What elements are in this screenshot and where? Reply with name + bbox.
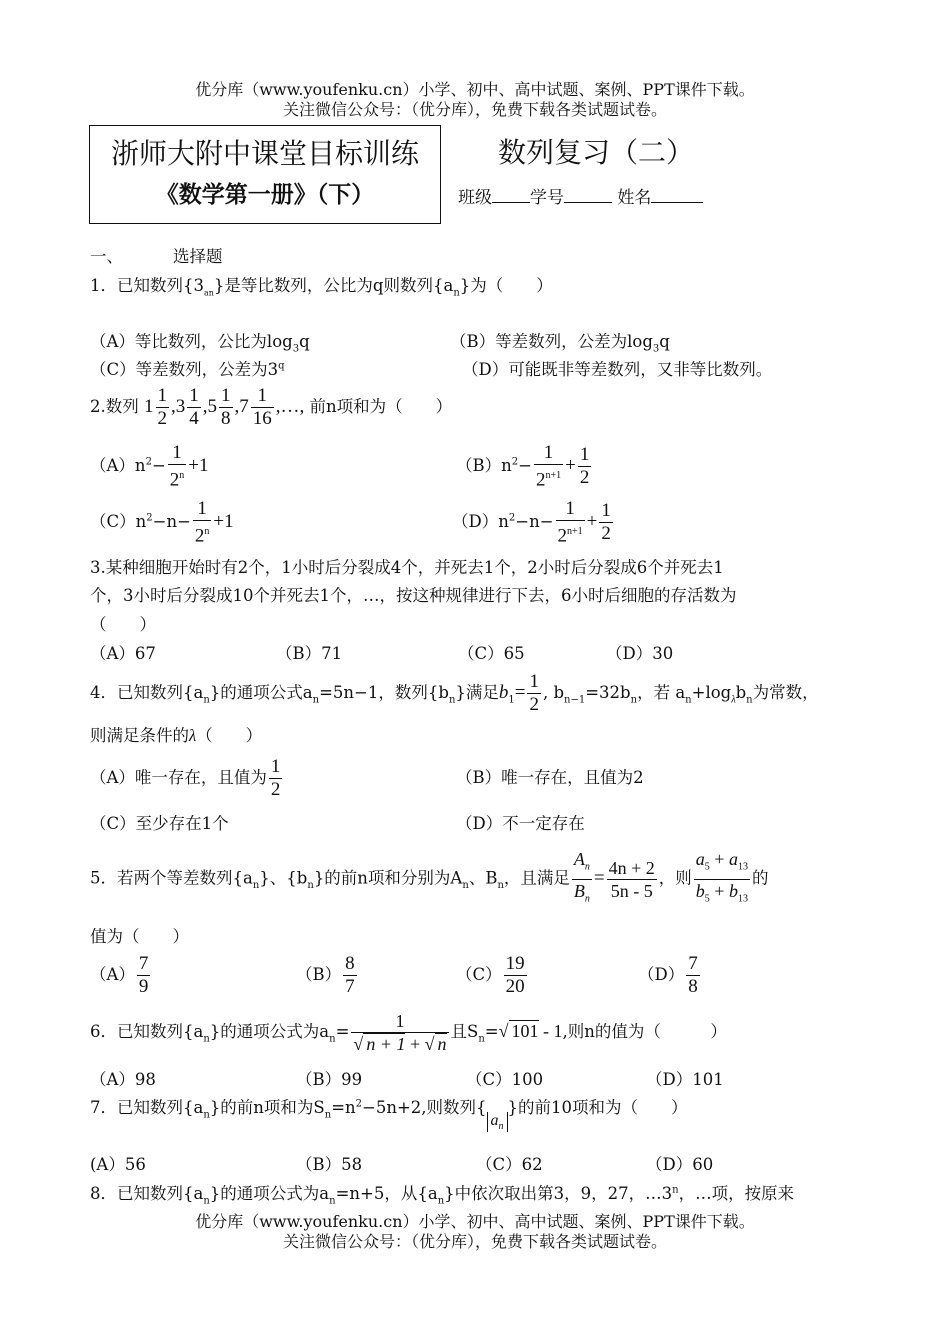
footer-line-2: 关注微信公众号：（优分库），免费下载各类试题试卷。 [282,1232,667,1251]
question-4: 4．已知数列$\{a_n\}$的通项公式$a_n=5n-1$，数列$\{b_n\}$满足$b_1=$ $\frac{1}{2}$ , $b_{n-1}=32b_n$，若 $a_n+\log_\lambda b_n$为常数， [90,671,819,715]
q6-option-d[interactable]: （D）101 [646,1070,724,1089]
q5-option-a[interactable]: （A） $\frac{7}{9}$ [90,953,149,997]
question-4-line-2: 则满足条件的λ（ ） [90,726,263,745]
frac-1-2: $\frac{1}{2}$ [157,385,167,429]
id-label: 学号 [530,188,564,208]
q2-option-b[interactable]: $(B)n^2-$ $\frac{1}{2^{n+1}}$ + $\frac{1}{2}$ [456,442,590,491]
id-blank[interactable] [564,187,612,203]
question-6: 6．已知数列$\{a_n\}$的通项公式为$a_n=$ $\frac{1}{√ n + 1 + √ n}$ 且$S_n=√$ 101 - 1,则n的值为（ ） [90,1011,727,1054]
class-blank[interactable] [492,187,530,203]
q4-option-d[interactable]: （D）不一定存在 [456,814,585,833]
question-3-line-3: （ ） [90,615,156,634]
section-number: 一、 [90,247,123,266]
q5-option-b[interactable]: （B） $\frac{8}{7}$ [296,953,355,997]
q3-option-c[interactable]: （C）65 [458,644,525,663]
q6-option-a[interactable]: （A）98 [90,1070,156,1089]
q7-option-b[interactable]: （B）58 [296,1155,363,1174]
q1-option-d[interactable]: （D）可能既非等差数列，又非等比数列。 [462,360,773,379]
question-3-line-2: 个，3小时后分裂成10个并死去1个，…，按这种规律进行下去，6小时后细胞的存活数为 [90,586,737,605]
question-5-line-2: 值为（ ） [90,927,189,946]
q3-option-d[interactable]: （D）30 [606,644,674,663]
q7-option-d[interactable]: （D）60 [646,1155,714,1174]
q5-option-c[interactable]: （C） $\frac{19}{20}$ [456,953,525,997]
frac-1-8: $\frac{1}{8}$ [221,385,231,429]
q3-option-b[interactable]: （B）71 [276,644,343,663]
name-label: 姓名 [617,188,652,208]
page-title: 数列复习（二） [498,136,695,169]
q2-option-d[interactable]: $(D)n^2-n-$ $\frac{1}{2^{n+1}}$ + $\frac{1}{2}$ [452,498,611,547]
q2-option-c[interactable]: $(C)n^2-n-$ $\frac{1}{2^n}$ +1 [90,498,234,547]
question-7: 7．已知数列$\{a_n\}$的前n项和为$S_n=n^2-5n+2$,则数列$\{a_n\}$的前10项和为（ ） [90,1098,688,1133]
school-title: 浙师大附中课堂目标训练 [110,137,419,170]
q2-option-a[interactable]: $(A)n^2-$ $\frac{1}{2^n}$ +1 [90,442,209,491]
q1-option-b[interactable]: （B）等差数列，公差为$\log_3q$ [450,332,670,355]
book-title: 《数学第一册》（下） [155,182,375,208]
q5-option-d[interactable]: （D） $\frac{7}{8}$ [638,953,698,997]
frac-1-4: $\frac{1}{4}$ [189,385,199,429]
q4-option-a[interactable]: （A）唯一存在，且值为 $\frac{1}{2}$ [90,756,281,800]
course-title-box [89,125,441,224]
q1-option-a[interactable]: （A）等比数列，公比为$\log_3q$ [90,332,310,355]
question-1: 1．已知数列$\{3_{an}\}$是等比数列，公比为q则数列$\{a_n\}$为（ ） [90,276,553,299]
q6-option-c[interactable]: （C）100 [466,1070,544,1089]
header-line-2: 关注微信公众号：（优分库），免费下载各类试题试卷。 [282,100,667,119]
header-line-1: 优分库（www.youfenku.cn）小学、初中、高中试题、案例、PPT课件下载。 [195,80,755,99]
question-8: 8．已知数列$\{a_n\}$的通项公式为$a_n=n+5$，从$\{a_n\}$中依次取出第3，9，27，…3$^n$，…项，按原来 [90,1184,795,1207]
question-5: 5．若两个等差数列$\{a_n\}$、$\{b_n\}$的前n项和分别为$A_n$、$B_n$，且满足 $\frac{A_n}{B_n}$ = $\frac{4n + 2}{5n - 5}$ ，则 $\frac{a_5 + a_{13}}{b_5 + b_{13}}$ 的 [90,849,769,905]
q4-option-b[interactable]: （B）唯一存在，且值为2 [456,768,644,787]
question-3-line-1: 3.某种细胞开始时有2个，1小时后分裂成4个，并死去1个，2小时后分裂成6个并死去1 [90,558,724,577]
frac-1-16: $\frac{1}{16}$ [252,385,272,429]
section-heading [90,243,223,267]
q7-option-c[interactable]: （C）62 [476,1155,543,1174]
q1-option-c[interactable]: （C）等差数列，公差为3$^q$ [90,360,285,379]
student-fields [458,183,703,208]
q6-option-b[interactable]: （B）99 [296,1070,363,1089]
section-name: 选择题 [173,247,223,266]
footer-line-1: 优分库（www.youfenku.cn）小学、初中、高中试题、案例、PPT课件下载。 [195,1212,755,1231]
q7-option-a[interactable]: (A）56 [90,1155,146,1174]
class-label: 班级 [458,188,492,208]
question-2: 2.数列 1 $\frac{1}{2}$ ,3 $\frac{1}{4}$ ,5 $\frac{1}{8}$ ,7 $\frac{1}{16}$ ,…, 前n项和为（ ） [90,385,453,429]
q3-option-a[interactable]: （A）67 [90,644,156,663]
q4-option-c[interactable]: （C）至少存在1个 [90,814,229,833]
name-blank[interactable] [651,187,703,203]
